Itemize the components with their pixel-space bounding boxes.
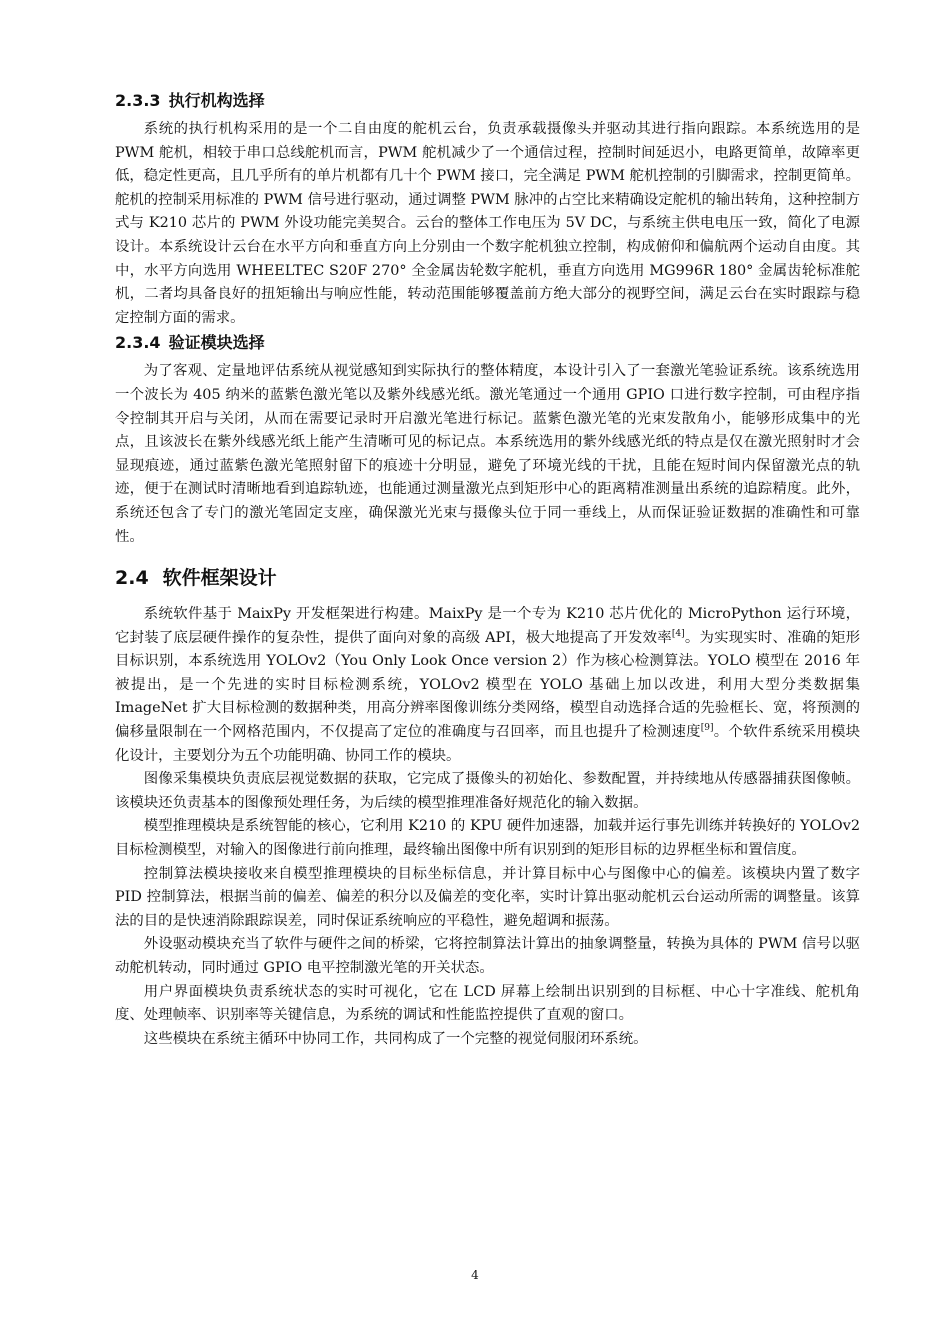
paragraph-image-capture-module: 图像采集模块负责底层视觉数据的获取，它完成了摄像头的初始化、参数配置，并持续地从传感器捕获图像帧。该模块还负责基本的图像预处理任务，为后续的模型推理准备好规范化的输入数据。	[115, 771, 860, 811]
paragraph-verification: 为了客观、定量地评估系统从视觉感知到实际执行的整体精度，本设计引入了一套激光笔验证系统。该系统选用一个波长为 405 纳米的蓝紫色激光笔以及紫外线感光纸。激光笔通过一个通用 GPIO 口进行数字控制，可由程序指令控制其开启与关闭，从而在需要记录时开启激光笔进行标记。蓝紫色激光笔的光束发散角小，能够形成集中的光点，且该波长在紫外线感光纸上能产生清晰可见的标记点。本系统选用的紫外线感光纸的特点是仅在激光照射时才会显现痕迹，通过蓝紫色激光笔照射留下的痕迹十分明显，避免了环境光线的干扰，且能在短时间内保留激光点的轨迹，便于在测试时清晰地看到追踪轨迹，也能通过测量激光点到矩形中心的距离精准测量出系统的追踪精度。此外，系统还包含了专门的激光笔固定支座，确保激光光束与摄像头位于同一垂线上，从而保证验证数据的准确性和可靠性。	[115, 363, 860, 545]
heading-title: 执行机构选择	[168, 91, 265, 110]
page-body	[115, 88, 860, 1051]
paragraph-software-intro	[115, 603, 860, 768]
heading-number: 2.4	[115, 567, 149, 590]
heading-title: 验证模块选择	[168, 333, 265, 353]
section-heading-2-4	[115, 563, 860, 593]
paragraph-actuator: 系统的执行机构采用的是一个二自由度的舵机云台，负责承载摄像头并驱动其进行指向跟踪。本系统选用的是 PWM 舵机，相较于串口总线舵机而言，PWM 舵机减少了一个通信过程，控制时间延迟小，电路更简单，故障率更低，稳定性更高，且几乎所有的单片机都有几十个 PWM 接口，完全满足 PWM 舵机控制的引脚需求，控制更简单。舵机的控制采用标准的 PWM 信号进行驱动，通过调整 PWM 脉冲的占空比来精确设定舵机的输出转角，这种控制方式与 K210 芯片的 PWM 外设功能完美契合。云台的整体工作电压为 5V DC，与系统主供电电压一致，简化了电源设计。本系统设计云台在水平方向和垂直方向上分别由一个数字舵机独立控制，构成俯仰和偏航两个运动自由度。其中，水平方向选用 WHEELTEC S20F 270° 全金属齿轮数字舵机，垂直方向选用 MG996R 180° 金属齿轮标准舵机，二者均具备良好的扭矩输出与响应性能，转动范围能够覆盖前方绝大部分的视野空间，满足云台在实时跟踪与稳定控制方面的需求。	[115, 121, 860, 326]
subsection-heading-2-3-3	[115, 88, 860, 114]
heading-number: 2.3.3	[115, 91, 161, 110]
citation-9: [9]	[700, 723, 714, 734]
heading-number: 2.3.4	[115, 333, 161, 353]
subsection-heading-2-3-4	[115, 330, 860, 356]
paragraph-ui-module: 用户界面模块负责系统状态的实时可视化，它在 LCD 屏幕上绘制出识别到的目标框、中心十字准线、舵机角度、处理帧率、识别率等关键信息，为系统的调试和性能监控提供了直观的窗口。	[115, 983, 860, 1024]
paragraph-inference-module: 模型推理模块是系统智能的核心，它利用 K210 的 KPU 硬件加速器，加载并运行事先训练并转换好的 YOLOv2 目标检测模型，对输入的图像进行前向推理，最终输出图像中所有识别到的矩形目标的边界框坐标和置信度。	[115, 818, 860, 859]
heading-title: 软件框架设计	[162, 567, 277, 590]
text-run: 。个软件系统采用模块化设计，主要划分为五个功能明确、协同工作的模块。	[115, 724, 860, 764]
text-run: 。为实现实时、准确的矩形目标识别，本系统选用 YOLOv2（You Only Look Once version 2）作为核心检测算法。YOLO 模型在 2016 年被提出，是一个先进的实时目标检测系统，YOLOv2 模型在 YOLO 基础上加以改进，利用大型分类数据集 ImageNet 扩大目标检测的数据种类，用高分辨率图像训练分类网络，模型自动选择合适的先验框长、宽，将预测的偏移量限制在一个网格范围内，不仅提高了定位的准确度与召回率，而且也提升了检测速度	[115, 629, 860, 741]
paragraph-summary: 这些模块在系统主循环中协同工作，共同构成了一个完整的视觉伺服闭环系统。	[143, 1030, 648, 1047]
page-number: 4	[471, 1268, 479, 1282]
citation-4: [4]	[671, 628, 685, 639]
text-run: 系统软件基于 MaixPy 开发框架进行构建。MaixPy 是一个专为 K210 芯片优化的 MicroPython 运行环境，它封装了底层硬件操作的复杂性，提供了面向对象的高级 API，极大地提高了开发效率	[115, 606, 860, 646]
paragraph-control-module: 控制算法模块接收来自模型推理模块的目标坐标信息，并计算目标中心与图像中心的偏差。该模块内置了数字 PID 控制算法，根据当前的偏差、偏差的积分以及偏差的变化率，实时计算出驱动舵机云台运动所需的调整量。该算法的目的是快速消除跟踪误差，同时保证系统响应的平稳性，避免超调和振荡。	[115, 865, 860, 929]
paragraph-driver-module: 外设驱动模块充当了软件与硬件之间的桥梁，它将控制算法计算出的抽象调整量，转换为具体的 PWM 信号以驱动舵机转动，同时通过 GPIO 电平控制激光笔的开关状态。	[115, 936, 860, 976]
